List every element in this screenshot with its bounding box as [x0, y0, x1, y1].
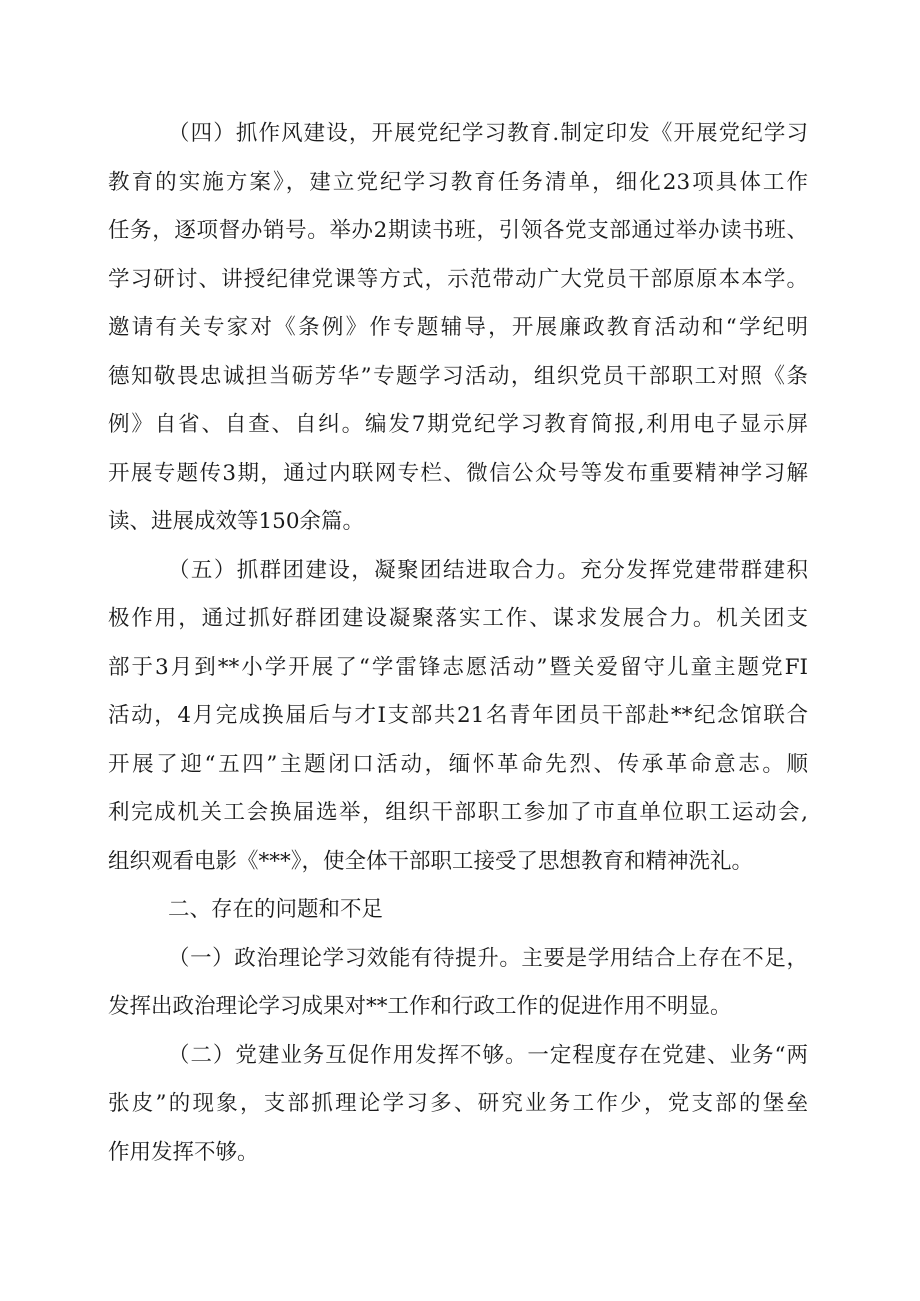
- line-text: 邀请有关专家对《条例》作专题辅导，开展廉政教育活动和“学纪明: [108, 315, 808, 340]
- line-text: 开展了迎“五四”主题闭口活动，缅怀革命先烈、传承革命意志。顺: [108, 751, 808, 777]
- line-text: 利完成机关工会换届选举，组织干部职工参加了市直单位职工运动会,: [108, 800, 808, 825]
- paragraph-line: [108, 935, 808, 984]
- line-text: 组织观看电影《***》，使全体干部职工接受了思想教育和精神洗礼。: [108, 848, 754, 874]
- line-text: 德知敬畏忠诚担当砺芳华”专题学习活动，组织党员干部职工对照《条: [108, 363, 808, 389]
- paragraph-line: [108, 256, 808, 305]
- paragraph-line: [108, 498, 808, 547]
- line-text: 发挥出政治理论学习成果对**工作和行政工作的促进作用不明显。: [108, 994, 732, 1019]
- line-text: 极作用，通过抓好群团建设凝聚落实工作、谋求发展合力。机关团支: [108, 606, 808, 631]
- line-text: 学习研讨、讲授纪律党课等方式，示范带动广大党员干部原原本本学。: [108, 266, 808, 292]
- paragraph-line: [108, 1129, 808, 1178]
- line-text: （二）党建业务互促作用发挥不够。一定程度存在党建、业务“两: [168, 1042, 808, 1068]
- paragraph-line: [108, 644, 808, 693]
- paragraph-line: [108, 159, 808, 208]
- line-text: （五）抓群团建设，凝聚团结进取合力。充分发挥党建带群建积: [168, 557, 808, 583]
- paragraph-line: [108, 692, 808, 741]
- paragraph-line: [108, 353, 808, 402]
- section-heading-text: 二、存在的问题和不足: [168, 897, 384, 922]
- line-text: 部于3月到**小学开展了“学雷锋志愿活动”暨关爱留守儿童主题党FI: [108, 654, 808, 680]
- paragraph-line: [108, 741, 808, 790]
- line-text: 张皮”的现象，支部抓理论学习多、研究业务工作少，党支部的堡垒: [108, 1091, 808, 1116]
- line-text: 例》自省、自查、自纠。编发7期党纪学习教育简报,利用电子显示屏: [108, 412, 808, 437]
- section-heading: [108, 886, 808, 935]
- line-text: 开展专题传3期，通过内联网专栏、微信公众号等发布重要精神学习解: [108, 460, 808, 486]
- paragraph-line: [108, 789, 808, 838]
- paragraph-line: [108, 983, 808, 1032]
- paragraph-line: [108, 401, 808, 450]
- paragraph-line: [108, 838, 808, 887]
- line-text: （一）政治理论学习效能有待提升。主要是学用结合上存在不足，: [168, 945, 808, 971]
- line-text: 作用发挥不够。: [108, 1139, 259, 1165]
- line-text: 任务，逐项督办销号。举办2期读书班，引领各党支部通过举办读书班、: [108, 218, 808, 243]
- line-text: 读、进展成效等150余篇。: [108, 509, 365, 534]
- line-text: 活动，4月完成换届后与才I支部共21名青年团员干部赴**纪念馆联合: [108, 703, 808, 728]
- line-text: 教育的实施方案》，建立党纪学习教育任务清单，细化23项具体工作: [108, 169, 808, 195]
- paragraph-line: [108, 304, 808, 353]
- paragraph-line: [108, 547, 808, 596]
- line-text: （四）抓作风建设，开展党纪学习教育.制定印发《开展党纪学习: [168, 121, 808, 146]
- paragraph-line: [108, 1080, 808, 1129]
- paragraph-line: [108, 110, 808, 159]
- paragraph-line: [108, 207, 808, 256]
- paragraph-line: [108, 450, 808, 499]
- paragraph-line: [108, 595, 808, 644]
- document-body: [108, 110, 808, 1177]
- paragraph-line: [108, 1032, 808, 1081]
